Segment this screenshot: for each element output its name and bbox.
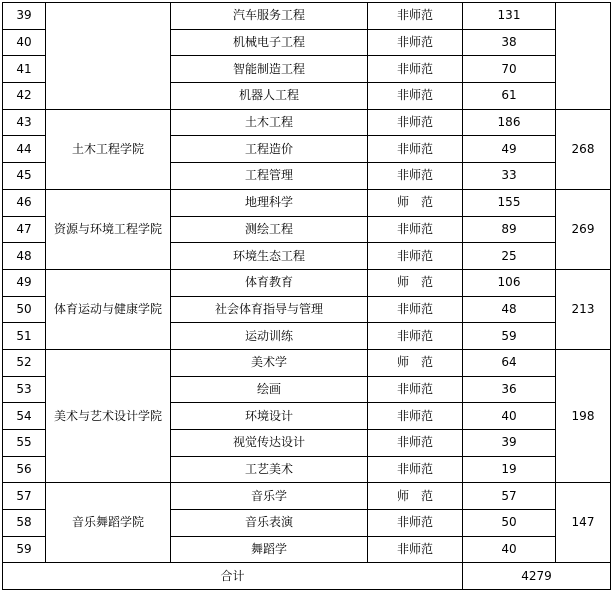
major-name: 舞蹈学 — [171, 536, 368, 563]
major-name: 音乐表演 — [171, 510, 368, 537]
table-row — [3, 269, 611, 296]
major-type: 非师范 — [368, 430, 463, 457]
major-name: 工程管理 — [171, 163, 368, 190]
major-name: 绘画 — [171, 376, 368, 403]
row-number: 49 — [3, 269, 46, 296]
major-name: 智能制造工程 — [171, 56, 368, 83]
row-number: 46 — [3, 189, 46, 216]
row-number: 44 — [3, 136, 46, 163]
enrollment-count: 70 — [463, 56, 556, 83]
major-type: 非师范 — [368, 376, 463, 403]
major-type: 非师范 — [368, 83, 463, 110]
row-number: 54 — [3, 403, 46, 430]
row-number: 59 — [3, 536, 46, 563]
enrollment-count: 186 — [463, 109, 556, 136]
row-number: 45 — [3, 163, 46, 190]
row-number: 48 — [3, 243, 46, 270]
table-row — [3, 483, 611, 510]
row-number: 52 — [3, 349, 46, 376]
college-name: 音乐舞蹈学院 — [46, 483, 171, 563]
major-name: 社会体育指导与管理 — [171, 296, 368, 323]
major-name: 环境设计 — [171, 403, 368, 430]
row-number: 50 — [3, 296, 46, 323]
enrollment-count: 39 — [463, 430, 556, 457]
total-label: 合计 — [3, 563, 463, 590]
major-name: 汽车服务工程 — [171, 3, 368, 30]
college-total: 268 — [556, 109, 611, 189]
row-number: 40 — [3, 29, 46, 56]
major-type: 非师范 — [368, 216, 463, 243]
table-row — [3, 189, 611, 216]
enrollment-count: 25 — [463, 243, 556, 270]
enrollment-count: 40 — [463, 536, 556, 563]
major-type: 师 范 — [368, 349, 463, 376]
college-cell-empty — [46, 3, 171, 110]
row-number: 41 — [3, 56, 46, 83]
enrollment-count: 40 — [463, 403, 556, 430]
major-type: 非师范 — [368, 403, 463, 430]
major-type: 非师范 — [368, 163, 463, 190]
major-name: 地理科学 — [171, 189, 368, 216]
major-name: 音乐学 — [171, 483, 368, 510]
major-type: 非师范 — [368, 510, 463, 537]
major-name: 机械电子工程 — [171, 29, 368, 56]
major-type: 非师范 — [368, 136, 463, 163]
major-type: 师 范 — [368, 483, 463, 510]
college-total: 198 — [556, 349, 611, 482]
major-type: 师 范 — [368, 269, 463, 296]
major-name: 工程造价 — [171, 136, 368, 163]
enrollment-count: 131 — [463, 3, 556, 30]
enrollment-count: 49 — [463, 136, 556, 163]
major-type: 非师范 — [368, 323, 463, 350]
college-total-empty — [556, 3, 611, 110]
major-type: 非师范 — [368, 109, 463, 136]
row-number: 39 — [3, 3, 46, 30]
enrollment-count: 59 — [463, 323, 556, 350]
row-number: 56 — [3, 456, 46, 483]
enrollment-count: 89 — [463, 216, 556, 243]
major-type: 非师范 — [368, 243, 463, 270]
row-number: 42 — [3, 83, 46, 110]
college-total: 269 — [556, 189, 611, 269]
college-name: 美术与艺术设计学院 — [46, 349, 171, 482]
major-name: 土木工程 — [171, 109, 368, 136]
enrollment-count: 64 — [463, 349, 556, 376]
enrollment-table — [2, 2, 611, 590]
grand-total: 4279 — [463, 563, 611, 590]
row-number: 58 — [3, 510, 46, 537]
enrollment-count: 19 — [463, 456, 556, 483]
major-name: 美术学 — [171, 349, 368, 376]
table-row — [3, 109, 611, 136]
major-type: 非师范 — [368, 456, 463, 483]
major-type: 师 范 — [368, 189, 463, 216]
major-type: 非师范 — [368, 56, 463, 83]
major-name: 运动训练 — [171, 323, 368, 350]
major-name: 机器人工程 — [171, 83, 368, 110]
college-name: 体育运动与健康学院 — [46, 269, 171, 349]
enrollment-count: 106 — [463, 269, 556, 296]
major-name: 视觉传达设计 — [171, 430, 368, 457]
enrollment-count: 33 — [463, 163, 556, 190]
enrollment-count: 155 — [463, 189, 556, 216]
row-number: 53 — [3, 376, 46, 403]
major-name: 体育教育 — [171, 269, 368, 296]
college-total: 213 — [556, 269, 611, 349]
enrollment-count: 38 — [463, 29, 556, 56]
major-type: 非师范 — [368, 536, 463, 563]
row-number: 55 — [3, 430, 46, 457]
table-row — [3, 3, 611, 30]
total-row — [3, 563, 611, 590]
row-number: 47 — [3, 216, 46, 243]
enrollment-count: 48 — [463, 296, 556, 323]
major-type: 非师范 — [368, 29, 463, 56]
major-type: 非师范 — [368, 3, 463, 30]
major-name: 测绘工程 — [171, 216, 368, 243]
enrollment-count: 36 — [463, 376, 556, 403]
enrollment-count: 57 — [463, 483, 556, 510]
college-name: 土木工程学院 — [46, 109, 171, 189]
major-name: 环境生态工程 — [171, 243, 368, 270]
row-number: 43 — [3, 109, 46, 136]
table-row — [3, 349, 611, 376]
major-type: 非师范 — [368, 296, 463, 323]
row-number: 51 — [3, 323, 46, 350]
college-name: 资源与环境工程学院 — [46, 189, 171, 269]
row-number: 57 — [3, 483, 46, 510]
enrollment-count: 50 — [463, 510, 556, 537]
college-total: 147 — [556, 483, 611, 563]
enrollment-count: 61 — [463, 83, 556, 110]
major-name: 工艺美术 — [171, 456, 368, 483]
